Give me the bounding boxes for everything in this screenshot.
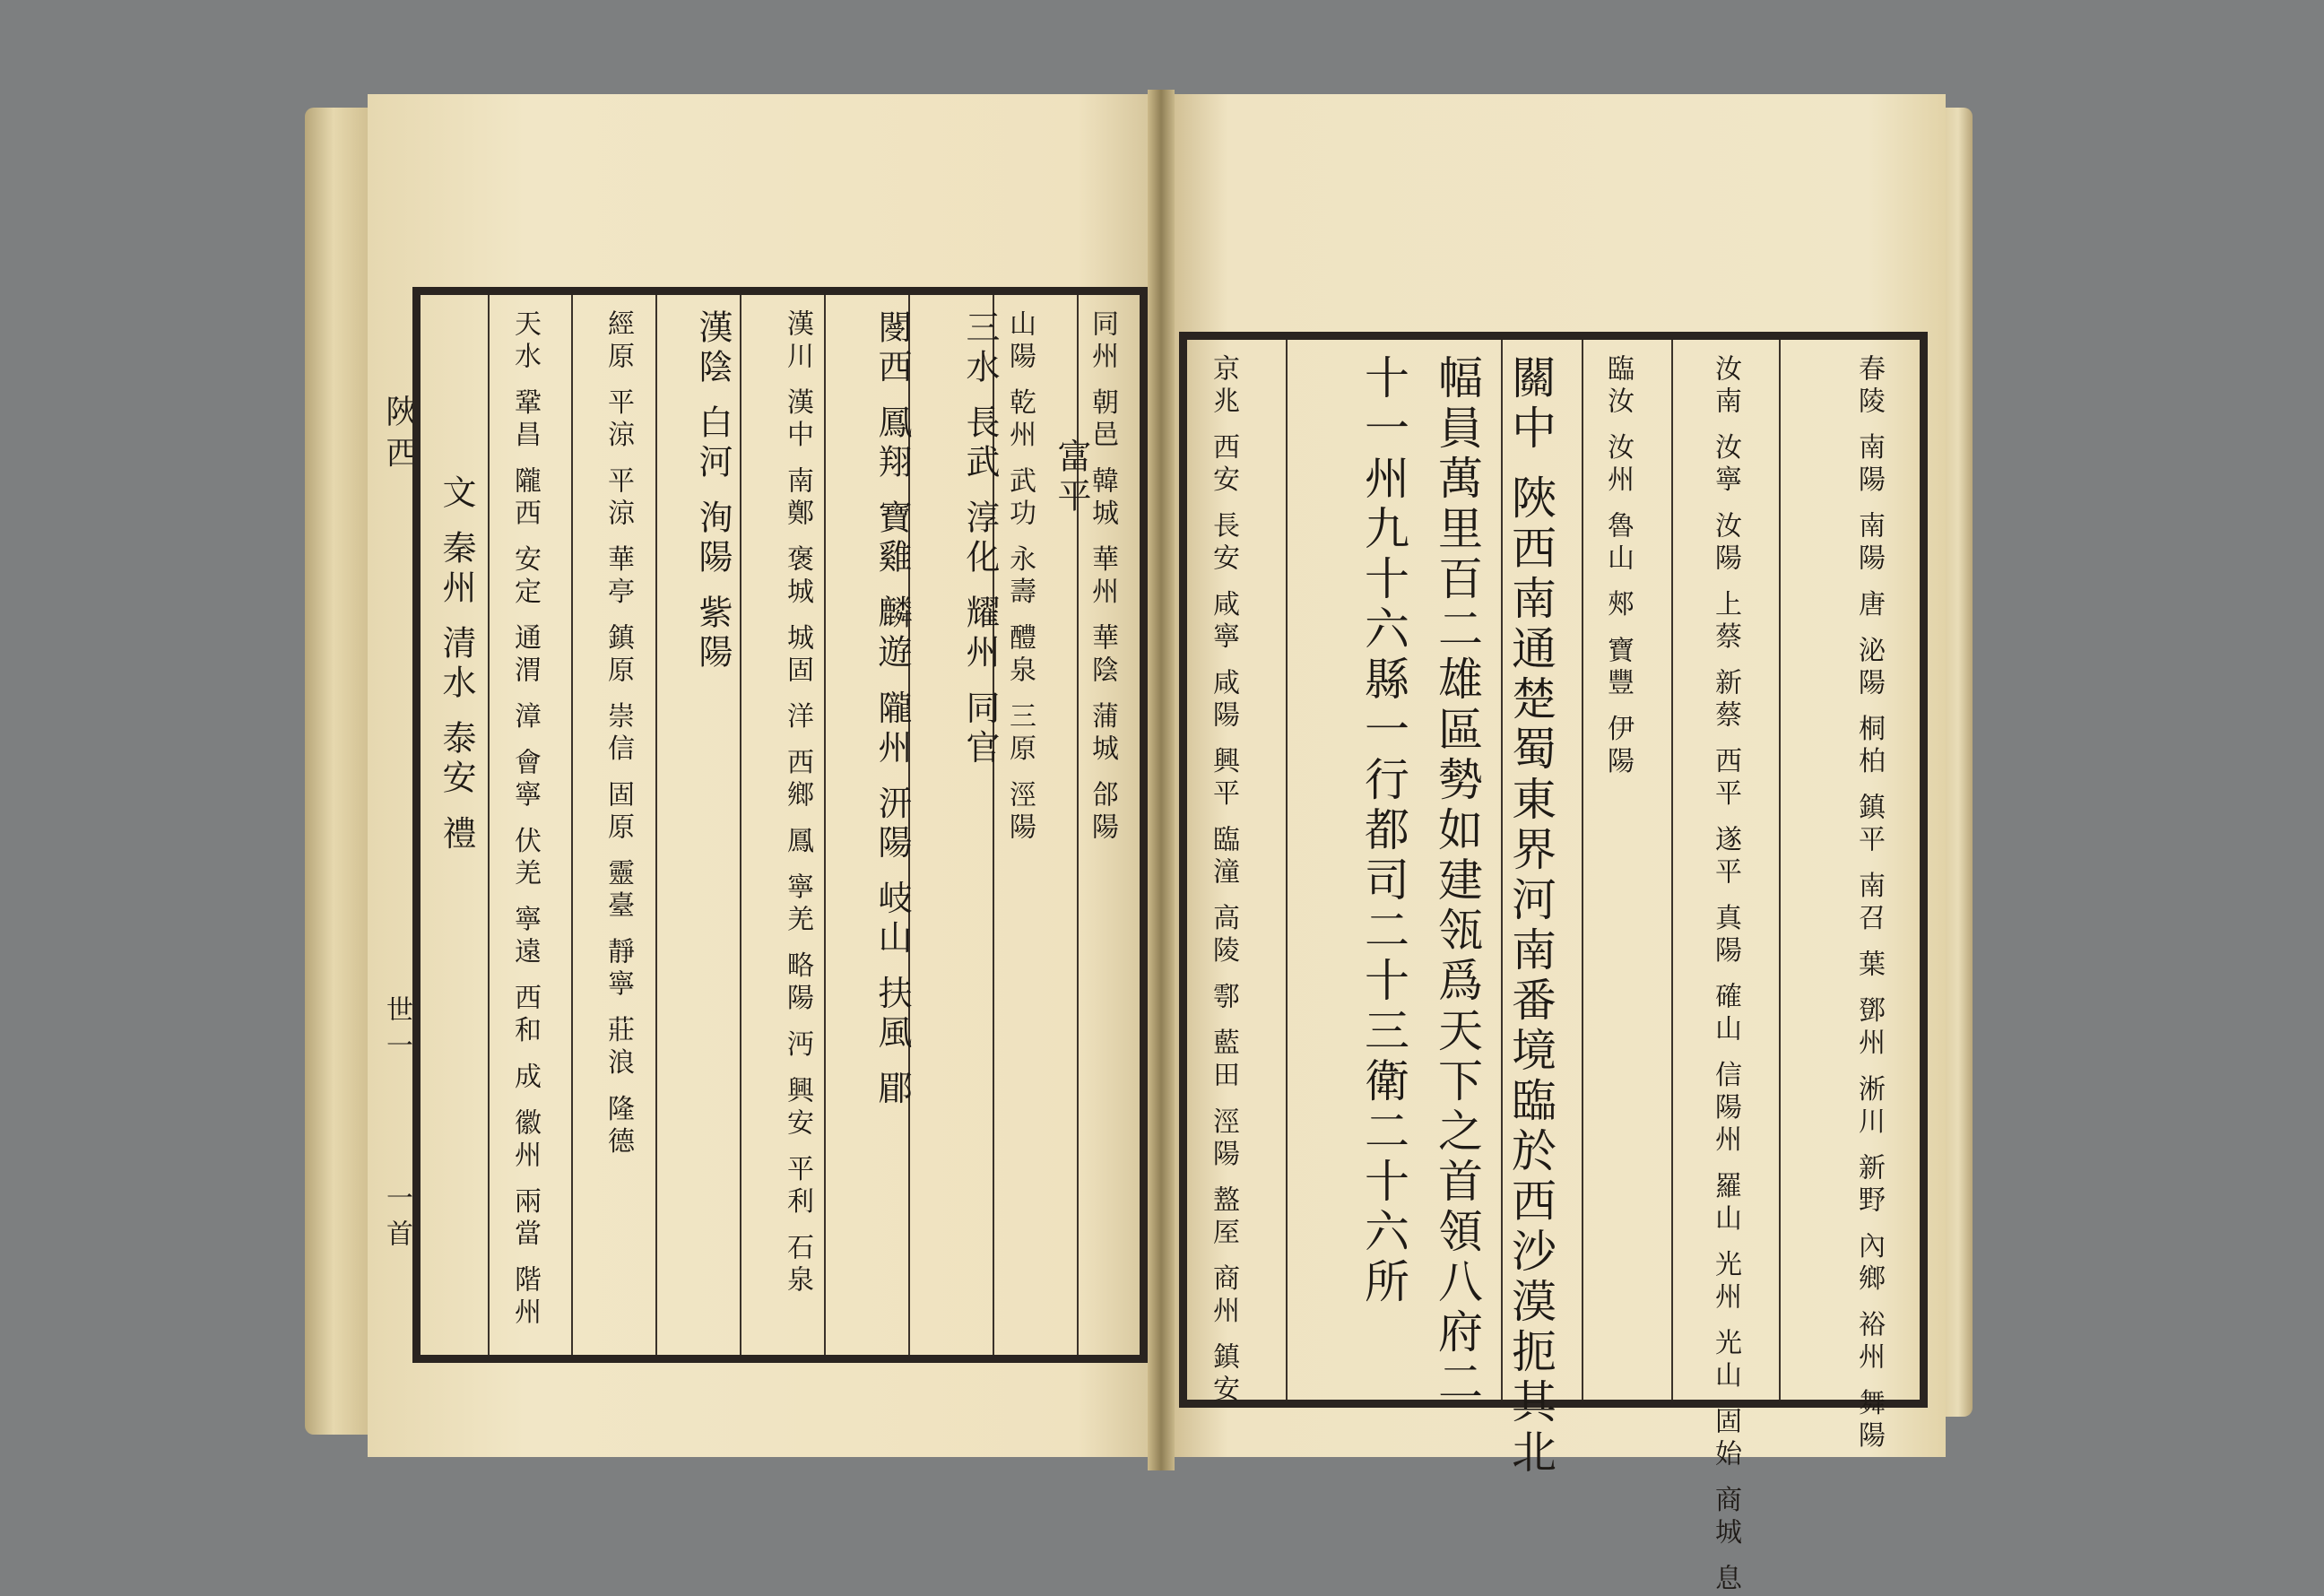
text-column-3: 臨汝 汝州 魯山 郟 寶豐 伊陽: [1602, 354, 1634, 779]
text-column-8: 經原 平涼 平涼 華亭 鎮原 崇信 固原 靈臺 靜寧 莊浪 隆德: [603, 309, 634, 1159]
text-column-2: 汝南 汝寧 汝陽 上蔡 新蔡 西平 遂平 真陽 確山 信陽州 羅山 光州 光山 固始 商城 息: [1710, 354, 1741, 1596]
volume-mark: 一首: [381, 1184, 412, 1255]
book-gutter: [1148, 90, 1175, 1470]
text-column-7: 京兆 西安 長安 咸寧 咸陽 興平 臨潼 高陵 鄠 藍田 涇陽 盩厔 商州 鎮安: [1208, 354, 1239, 1407]
text-column-10: 文 秦州 清水 泰安 禮: [437, 474, 476, 855]
text-column-7: 漢陰 白河 洵陽 紫陽: [693, 309, 733, 674]
text-column-6: 漢川 漢中 南鄭 褒城 城固 洋 西鄉 鳳 寧羌 略陽 沔 興安 平利 石泉: [782, 309, 813, 1297]
text-column-1: 春陵 南陽 南陽 唐 泌陽 桐柏 鎮平 南召 葉 鄧州 淅川 新野 內鄉 裕州 舞陽: [1853, 354, 1885, 1453]
text-column-3: 山陽 乾州 武功 永壽 醴泉 三原 涇陽: [1004, 309, 1036, 846]
text-column-1: 富平: [1052, 438, 1091, 517]
page-mark: 世一: [381, 995, 412, 1067]
right-page-frame: [1179, 332, 1928, 1596]
text-column-5: 幅員萬里百二雄區勢如建瓴爲天下之首領八府二: [1431, 354, 1483, 1409]
text-column-2: 同州 朝邑 韓城 華州 華陰 蒲城 郃陽: [1087, 309, 1118, 846]
text-column-9: 天水 鞏昌 隴西 安定 通渭 漳 會寧 伏羌 寧遠 西和 成 徽州 兩當 階州: [509, 309, 541, 1330]
text-column-6: 十一州九十六縣一行都司二十三衛二十六所: [1357, 354, 1409, 1308]
text-column-4: 關中 陜西南通楚蜀東界河南番境臨於西沙漠扼其北: [1505, 354, 1557, 1479]
book-edge-left: [305, 108, 377, 1435]
text-column-4: 三水 長武 淳化 耀州 同官: [960, 309, 1000, 769]
left-page-frame: [412, 287, 1148, 1363]
margin-label: 陜西: [381, 395, 418, 477]
open-book: [305, 90, 1973, 1596]
text-column-5: 閿西 鳳翔 寶雞 麟遊 隴州 汧陽 岐山 扶風 郿: [872, 309, 912, 1110]
